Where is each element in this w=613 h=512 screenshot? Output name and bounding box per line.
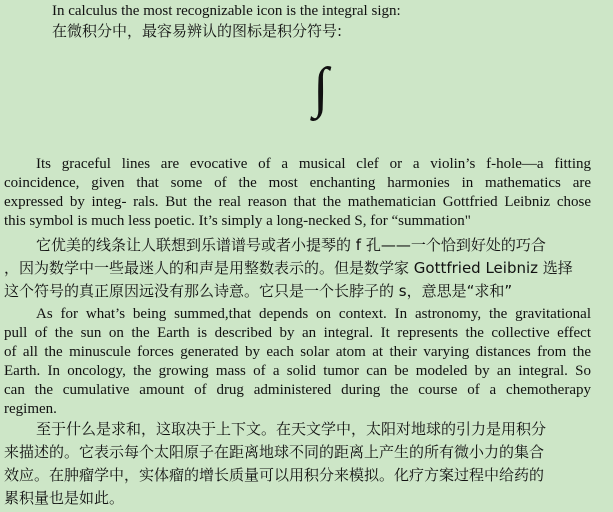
para1-en-line-2: coincidence, given that some of the most enchanting harmonies in mathematics are (4, 175, 591, 191)
integral-sign: ∫ (313, 57, 329, 119)
para2-zh-line-3: 效应。在肿瘤学中，实体瘤的增长质量可以用积分来模拟。化疗方案过程中给药的 (4, 466, 545, 484)
para2-en-line-4: Earth. In oncology, the growing mass of a solid tumor can be modeled by an integral. So (4, 363, 591, 379)
para1-en-line-4: this symbol is much less poetic. It’s simply a long-necked S, for “summation" (4, 213, 471, 229)
para1-en-line-1: Its graceful lines are evocative of a musical clef or a violin’s f-hole—a fitting (36, 156, 591, 172)
intro-chinese: 在微积分中，最容易辨认的图标是积分符号: (52, 22, 343, 40)
para2-zh-line-4: 累积量也是如此。 (4, 489, 125, 507)
para2-en-line-2: pull of the sun on the Earth is described by an integral. It represents the collective effect (4, 325, 591, 341)
para1-zh-line-1: 它优美的线条让人联想到乐谱谱号或者小提琴的 f 孔——一个恰到好处的巧合 (36, 236, 546, 254)
para2-en-line-5: can the cumulative amount of drug administered during the course of a chemotherapy (4, 382, 591, 398)
para2-en-line-6: regimen. (4, 401, 57, 417)
para2-en-line-3: of all the minuscule forces generated by each solar atom at their varying distances from the (4, 344, 591, 360)
intro-english: In calculus the most recognizable icon is the integral sign: (52, 3, 401, 19)
para2-zh-line-1: 至于什么是求和，这取决于上下文。在天文学中，太阳对地球的引力是用积分 (36, 420, 547, 438)
para1-zh-line-2: ，因为数学中一些最迷人的和声是用整数表示的。但是数学家 Gottfried Leibniz 选择 (4, 259, 573, 277)
para1-zh-line-3: 这个符号的真正原因远没有那么诗意。它只是一个长脖子的 s，意思是“求和” (4, 282, 513, 300)
para2-en-line-1: As for what’s being summed,that depends on context. In astronomy, the gravitational (36, 306, 591, 322)
para2-zh-line-2: 来描述的。它表示每个太阳原子在距离地球不同的距离上产生的所有微小力的集合 (4, 443, 545, 461)
para1-en-line-3: expressed by integ- rals. But the real reason that the mathematician Gottfried Leibniz chose (4, 194, 591, 210)
